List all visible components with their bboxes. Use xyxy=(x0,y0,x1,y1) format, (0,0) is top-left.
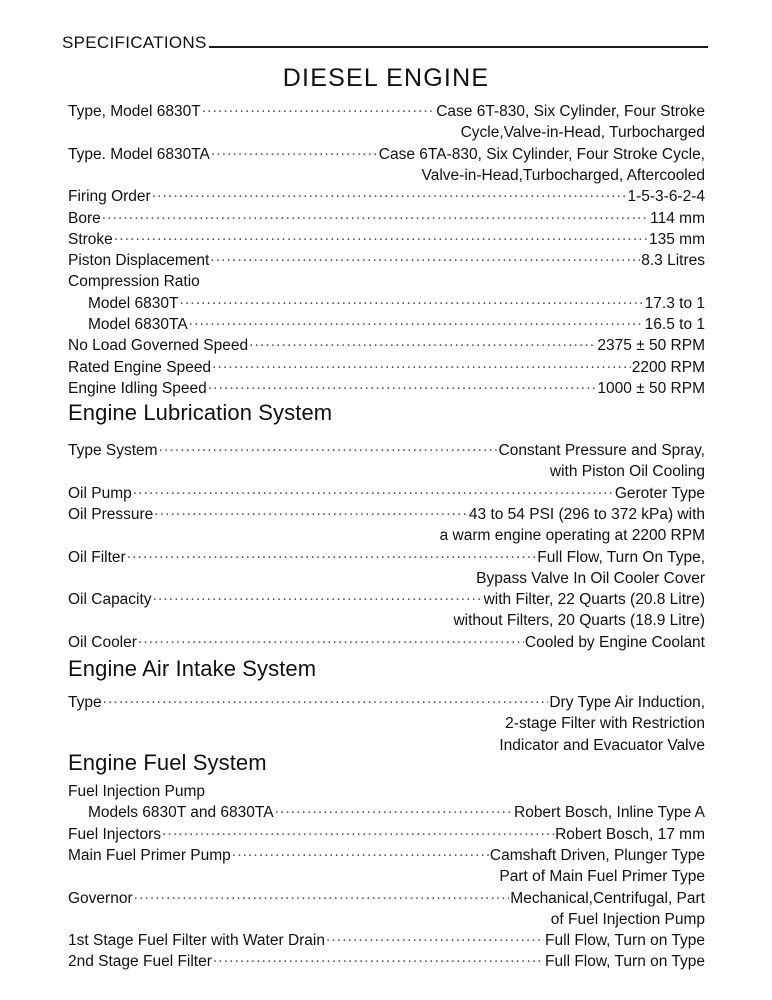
spec-row xyxy=(88,314,705,335)
spec-row xyxy=(68,888,705,909)
spec-leader-dots xyxy=(138,633,524,647)
spec-value: Camshaft Driven, Plunger Type xyxy=(489,846,705,864)
spec-row xyxy=(68,101,705,122)
spec-leader-dots xyxy=(211,145,378,159)
spec-label: Fuel Injection Pump xyxy=(68,783,205,800)
spec-label: Oil Cooler xyxy=(68,633,137,651)
section-heading-engine-lubrication-system: Engine Lubrication System xyxy=(68,400,333,425)
spec-row xyxy=(68,144,705,165)
section-heading-engine-fuel-system: Engine Fuel System xyxy=(68,750,267,775)
spec-leader-dots xyxy=(232,846,489,860)
spec-label: Main Fuel Primer Pump xyxy=(68,846,231,864)
spec-label: 2nd Stage Fuel Filter xyxy=(68,953,212,971)
spec-continuation-line: Indicator and Evacuator Valve xyxy=(499,736,705,754)
spec-label: Type System xyxy=(68,442,158,459)
spec-row xyxy=(68,930,705,951)
spec-value: 114 mm xyxy=(650,209,705,227)
spec-value: Full Flow, Turn on Type xyxy=(545,932,705,950)
spec-leader-dots xyxy=(133,484,614,498)
spec-label: Stroke xyxy=(68,230,113,248)
spec-value: Dry Type Air Induction, xyxy=(549,694,705,711)
spec-value: Cooled by Engine Coolant xyxy=(524,633,705,651)
spec-row xyxy=(88,293,705,314)
spec-continuation-line: with Piston Oil Cooling xyxy=(549,463,705,481)
spec-value: 17.3 to 1 xyxy=(644,294,705,312)
page-title: DIESEL ENGINE xyxy=(282,64,490,92)
spec-continuation-line: 2-stage Filter with Restriction xyxy=(505,715,705,733)
spec-label: Firing Order xyxy=(68,188,151,206)
spec-row xyxy=(68,589,705,610)
spec-continuation-line: a warm engine operating at 2200 RPM xyxy=(439,527,705,545)
spec-row xyxy=(68,632,705,653)
spec-label: Type, Model 6830T xyxy=(68,103,201,120)
spec-leader-dots xyxy=(134,889,510,903)
spec-row xyxy=(68,781,705,802)
spec-value: 2375 ± 50 RPM xyxy=(597,337,705,355)
header-label: SPECIFICATIONS xyxy=(62,33,207,52)
spec-value: 8.3 Litres xyxy=(641,252,705,270)
spec-label: Oil Pump xyxy=(68,484,132,502)
spec-row xyxy=(68,440,705,461)
spec-row xyxy=(68,845,705,866)
spec-label: No Load Governed Speed xyxy=(68,337,249,355)
spec-value: 43 to 54 PSI (296 to 372 kPa) with xyxy=(468,505,705,523)
spec-row xyxy=(68,357,705,378)
spec-leader-dots xyxy=(152,187,627,201)
spec-label: Governor xyxy=(68,889,133,907)
spec-label: Oil Capacity xyxy=(68,591,152,609)
spec-leader-dots xyxy=(202,102,436,116)
spec-value: with Filter, 22 Quarts (20.8 Litre) xyxy=(483,591,705,609)
spec-value: Full Flow, Turn on Type xyxy=(545,953,705,971)
spec-value: Robert Bosch, Inline Type A xyxy=(514,804,705,822)
spec-continuation-line: Cycle,Valve-in-Head, Turbocharged xyxy=(460,124,705,142)
spec-row xyxy=(68,229,705,250)
spec-leader-dots xyxy=(154,505,468,519)
header-rule xyxy=(209,46,708,48)
spec-leader-dots xyxy=(326,931,544,945)
spec-label: Models 6830T and 6830TA xyxy=(88,804,274,822)
spec-value: Case 6TA-830, Six Cylinder, Four Stroke Cycle, xyxy=(378,145,705,163)
spec-leader-dots xyxy=(213,952,544,966)
spec-label: Model 6830TA xyxy=(88,316,188,333)
spec-row xyxy=(68,483,705,504)
spec-label: Fuel Injectors xyxy=(68,825,162,843)
spec-value: Constant Pressure and Spray, xyxy=(498,442,705,459)
spec-continuation-line: without Filters, 20 Quarts (18.9 Litre) xyxy=(453,612,705,630)
spec-row xyxy=(68,504,705,525)
spec-row xyxy=(68,271,705,292)
spec-value: Robert Bosch, 17 mm xyxy=(555,825,705,843)
spec-row xyxy=(68,951,705,972)
spec-label: Type. Model 6830TA xyxy=(68,145,210,163)
spec-label: Piston Displacement xyxy=(68,252,210,270)
spec-label: Type xyxy=(68,694,102,711)
spec-label: Model 6830T xyxy=(88,294,179,312)
spec-value: 135 mm xyxy=(649,230,705,248)
spec-leader-dots xyxy=(103,693,549,707)
spec-row xyxy=(68,335,705,356)
spec-row xyxy=(68,250,705,271)
spec-leader-dots xyxy=(212,358,631,372)
spec-continuation-line: Bypass Valve In Oil Cooler Cover xyxy=(476,569,705,587)
spec-row xyxy=(68,692,705,713)
spec-continuation-line: Valve-in-Head,Turbocharged, Aftercooled xyxy=(421,166,705,184)
spec-leader-dots xyxy=(162,825,554,839)
spec-leader-dots xyxy=(275,803,513,817)
spec-label: 1st Stage Fuel Filter with Water Drain xyxy=(68,932,325,950)
spec-leader-dots xyxy=(159,441,498,455)
spec-row xyxy=(68,547,705,568)
spec-row xyxy=(68,824,705,845)
spec-leader-dots xyxy=(153,590,483,604)
spec-continuation-line: Part of Main Fuel Primer Type xyxy=(499,868,705,886)
spec-leader-dots xyxy=(210,251,640,265)
spec-leader-dots xyxy=(189,315,644,329)
spec-label: Oil Filter xyxy=(68,548,126,566)
spec-value: 2200 RPM xyxy=(631,358,705,376)
spec-row xyxy=(68,208,705,229)
spec-leader-dots xyxy=(114,230,648,244)
spec-value: Full Flow, Turn On Type, xyxy=(537,548,705,566)
spec-row xyxy=(88,802,705,823)
spec-value: 16.5 to 1 xyxy=(644,316,705,333)
section-heading-engine-air-intake-system: Engine Air Intake System xyxy=(68,656,317,681)
spec-value: 1000 ± 50 RPM xyxy=(597,379,705,397)
spec-value: Mechanical,Centrifugal, Part xyxy=(510,889,705,907)
spec-label: Bore xyxy=(68,209,101,227)
spec-leader-dots xyxy=(208,379,597,393)
spec-label: Rated Engine Speed xyxy=(68,358,212,376)
spec-continuation-line: of Fuel Injection Pump xyxy=(550,910,705,928)
spec-value: Case 6T-830, Six Cylinder, Four Stroke xyxy=(436,103,705,120)
spec-leader-dots xyxy=(102,209,649,223)
spec-leader-dots xyxy=(179,294,643,308)
spec-value: 1-5-3-6-2-4 xyxy=(627,188,705,206)
spec-label: Engine Idling Speed xyxy=(68,379,207,397)
page-header xyxy=(62,28,708,52)
spec-label: Compression Ratio xyxy=(68,273,200,291)
spec-leader-dots xyxy=(249,336,596,350)
spec-row xyxy=(68,378,705,399)
spec-row xyxy=(68,186,705,207)
spec-value: Geroter Type xyxy=(614,484,705,502)
spec-leader-dots xyxy=(127,548,537,562)
spec-label: Oil Pressure xyxy=(68,505,154,523)
